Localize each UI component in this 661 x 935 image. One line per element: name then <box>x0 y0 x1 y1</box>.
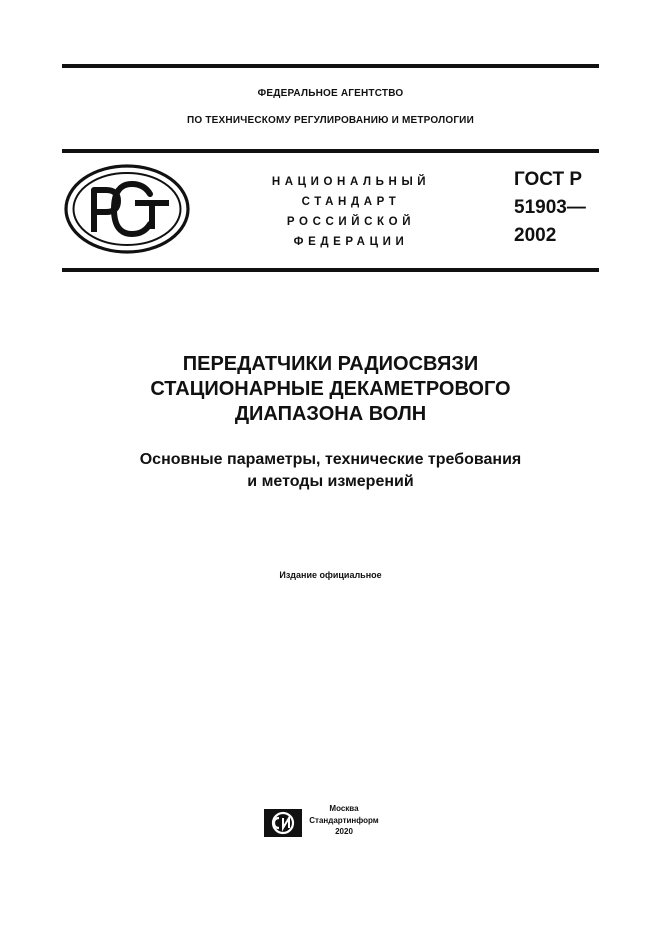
agency-line-1: ФЕДЕРАЛЬНОЕ АГЕНТСТВО <box>257 88 404 99</box>
document-title-line-3: ДИАПАЗОНА ВОЛН <box>234 403 427 425</box>
rst-certification-mark-icon <box>64 164 190 254</box>
publisher-city: Москва <box>329 804 359 813</box>
standard-id-line-1: ГОСТ Р <box>514 169 583 190</box>
standard-title-line-3: РОССИЙСКОЙ <box>286 216 416 228</box>
standard-title-line-2: СТАНДАРТ <box>301 196 401 208</box>
document-subtitle-line-2: и методы измерений <box>247 473 414 490</box>
standartinform-logo-icon <box>263 808 303 838</box>
standard-title <box>244 172 458 252</box>
top-rule <box>62 64 599 68</box>
middle-rule <box>62 149 599 153</box>
document-title-line-2: СТАЦИОНАРНЫЕ ДЕКАМЕТРОВОГО <box>150 378 511 400</box>
standard-title-line-4: ФЕДЕРАЦИИ <box>293 236 409 248</box>
standard-id-line-3: 2002 <box>514 225 557 246</box>
document-title-line-1: ПЕРЕДАТЧИКИ РАДИОСВЯЗИ <box>182 353 479 375</box>
standard-id-line-2: 51903— <box>514 197 586 218</box>
document-subtitle <box>62 449 599 493</box>
document-title <box>62 352 599 427</box>
agency-line-2: ПО ТЕХНИЧЕСКОМУ РЕГУЛИРОВАНИЮ И МЕТРОЛОГИИ <box>187 115 474 126</box>
edition-label: Издание официальное <box>279 570 382 580</box>
publisher-name: Стандартинформ <box>309 815 379 825</box>
publisher-info <box>308 803 380 838</box>
bottom-rule <box>62 268 599 272</box>
standard-id <box>514 166 586 250</box>
document-subtitle-line-1: Основные параметры, технические требования <box>139 451 522 468</box>
standard-title-line-1: НАЦИОНАЛЬНЫЙ <box>271 176 431 188</box>
publisher-year: 2020 <box>335 827 353 836</box>
